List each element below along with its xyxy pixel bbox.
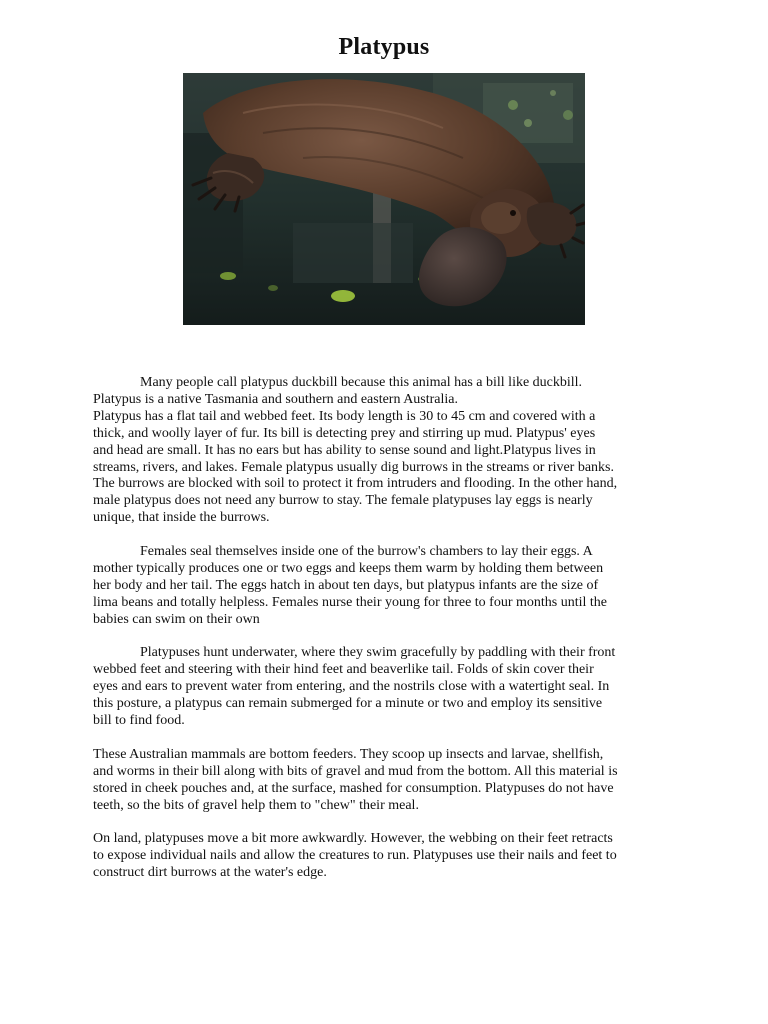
paragraph-feeding xyxy=(93,747,678,815)
text-line: webbed feet and steering with their hind feet and beaverlike tail. Folds of skin cover their xyxy=(93,662,594,678)
text-line: The burrows are blocked with soil to protect it from intruders and flooding. In the other hand, xyxy=(93,476,618,492)
text-line: male platypus does not need any burrow to stay. The female platypuses lay eggs is nearly xyxy=(93,493,593,509)
paragraph-land xyxy=(93,831,678,882)
page-title: Platypus xyxy=(338,34,430,60)
text-line: mother typically produces one or two eggs and keeps them warm by holding them between xyxy=(93,560,604,576)
text-line: bill to find food. xyxy=(93,713,185,729)
text-line: and worms in their bill along with bits of gravel and mud from the bottom. All this material is xyxy=(93,763,618,779)
text-line: her body and her tail. The eggs hatch in about ten days, but platypus infants are the size of xyxy=(93,577,599,593)
text-line: unique, that inside the burrows. xyxy=(93,510,270,526)
text-line: Females seal themselves inside one of the burrow's chambers to lay their eggs. A xyxy=(140,544,593,560)
paragraph-eggs xyxy=(93,544,678,629)
text-line: and head are small. It has no ears but has ability to sense sound and light.Platypus lives in xyxy=(93,442,596,458)
paragraph-hunting xyxy=(93,645,678,730)
text-line: babies can swim on their own xyxy=(93,611,260,627)
text-line: teeth, so the bits of gravel help them to "chew" their meal. xyxy=(93,797,419,813)
text-line: this posture, a platypus can remain submerged for a minute or two and employ its sensitive xyxy=(93,696,603,712)
text-line: Many people call platypus duckbill because this animal has a bill like duckbill. xyxy=(140,375,583,390)
text-line: These Australian mammals are bottom feeders. They scoop up insects and larvae, shellfish, xyxy=(93,746,604,762)
article-body xyxy=(93,375,678,899)
text-line: stored in cheek pouches and, at the surface, mashed for consumption. Platypuses do not have xyxy=(93,780,614,796)
platypus-photo xyxy=(183,73,585,325)
text-line: On land, platypuses move a bit more awkwardly. However, the webbing on their feet retracts xyxy=(93,831,613,847)
text-line: Platypuses hunt underwater, where they swim gracefully by paddling with their front xyxy=(140,645,616,661)
text-line: thick, and woolly layer of fur. Its bill is detecting prey and stirring up mud. Platypus' eyes xyxy=(93,425,596,441)
text-line: Platypus is a native Tasmania and southern and eastern Australia. xyxy=(93,391,459,407)
text-line: to expose individual nails and allow the creatures to run. Platypuses use their nails and feet to xyxy=(93,848,617,864)
text-line: lima beans and totally helpless. Females nurse their young for three to four months until the xyxy=(93,594,608,610)
text-line: eyes and ears to prevent water from entering, and the nostrils close with a watertight seal. In xyxy=(93,679,610,695)
text-line: construct dirt burrows at the water's edge. xyxy=(93,865,327,881)
text-line: streams, rivers, and lakes. Female platypus usually dig burrows in the streams or river banks. xyxy=(93,459,614,475)
paragraph-intro xyxy=(93,375,678,527)
text-line: Platypus has a flat tail and webbed feet. Its body length is 30 to 45 cm and covered with a xyxy=(93,408,596,424)
